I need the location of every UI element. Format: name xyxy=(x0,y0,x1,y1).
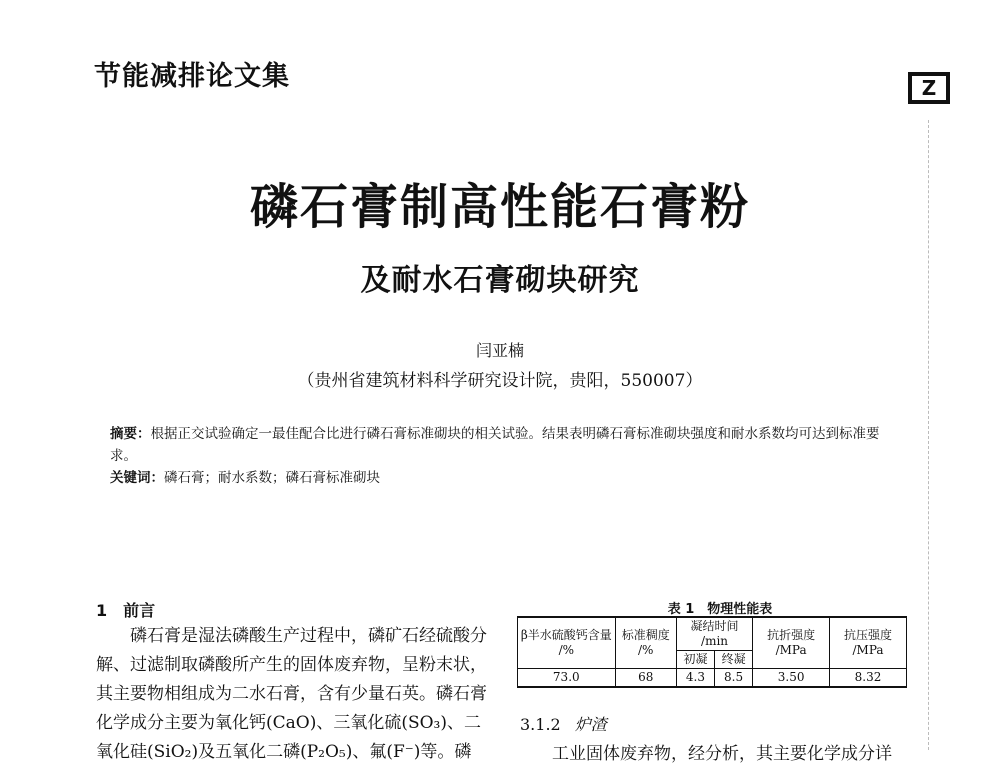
abstract-block xyxy=(110,423,890,489)
series-title: 节能减排论文集 xyxy=(94,61,290,92)
paper-subtitle: 及耐水石膏砌块研究 xyxy=(360,263,640,298)
table-header-cell: 终凝 xyxy=(715,651,753,669)
author-name: 闫亚楠 xyxy=(475,341,524,360)
table-header-cell: 初凝 xyxy=(676,651,714,669)
body-paragraph-right: 工业固体废弃物，经分析，其主要化学成分详 xyxy=(552,744,892,764)
table-header-cell: 抗折强度 /MPa xyxy=(753,617,830,669)
table-cell: 68 xyxy=(615,669,676,688)
subsection-heading xyxy=(520,712,607,735)
body-paragraph: 磷石膏是湿法磷酸生产过程中，磷矿石经硫酸分解、过滤制取磷酸所产生的固体废弃物，呈粉末状，其主要物相组成为二水石膏，含有少量石英。磷石膏化学成分主要为氧化钙(CaO)、三氧化硫(SO₃)、二氧化硅(SiO₂)及五氧化二磷(P₂O₅)、氟(F⁻)等。磷 xyxy=(96,626,487,762)
abstract-text-line xyxy=(110,423,890,467)
paper-title: 磷石膏制高性能石膏粉 xyxy=(249,179,750,235)
subsection-number: 3.1.2 xyxy=(520,715,561,734)
keywords-line xyxy=(110,467,890,489)
subsection-title: 炉渣 xyxy=(574,715,607,734)
table-header-cell: 标准稠度 /% xyxy=(615,617,676,669)
publisher-logo-icon: Z xyxy=(908,72,950,104)
table-header-row xyxy=(518,617,907,651)
table-header-cell: 凝结时间 /min xyxy=(676,617,752,651)
table-header-cell: β半水硫酸钙含量 /% xyxy=(518,617,616,669)
table-header-cell: 抗压强度 /MPa xyxy=(830,617,907,669)
author-affiliation: （贵州省建筑材料科学研究设计院，贵阳，550007） xyxy=(297,371,703,391)
abstract-label: 摘要： xyxy=(110,426,151,442)
table-cell: 8.32 xyxy=(830,669,907,688)
keywords-text: 磷石膏；耐水系数；磷石膏标准砌块 xyxy=(164,470,380,486)
table-caption: 表 1 物理性能表 xyxy=(667,602,773,617)
properties-table xyxy=(517,616,907,688)
table-cell: 3.50 xyxy=(753,669,830,688)
table-cell: 8.5 xyxy=(715,669,753,688)
table-cell: 4.3 xyxy=(676,669,714,688)
table-row xyxy=(518,669,907,688)
table-cell: 73.0 xyxy=(518,669,616,688)
abstract-text: 根据正交试验确定一最佳配合比进行磷石膏标准砌块的相关试验。结果表明磷石膏标准砌块强度和耐水系数均可达到标准要求。 xyxy=(110,426,880,464)
body-column-left xyxy=(96,622,496,767)
keywords-label: 关键词： xyxy=(110,470,164,486)
section-heading: 1 前言 xyxy=(96,601,156,620)
